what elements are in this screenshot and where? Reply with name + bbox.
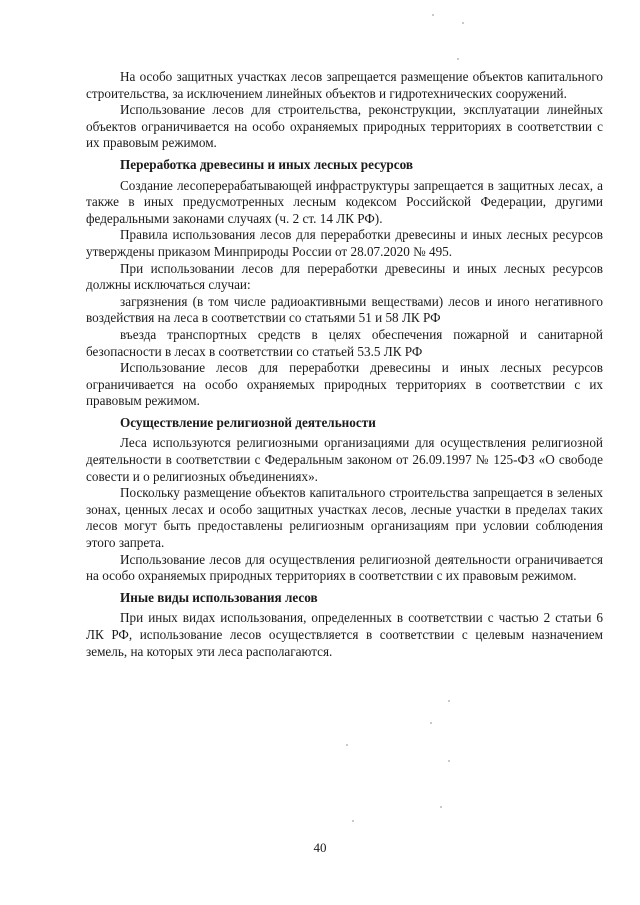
scan-speck xyxy=(457,58,459,60)
scan-speck xyxy=(430,722,432,724)
list-item-vehicle-entry: въезда транспортных средств в целях обеспечения пожарной и санитарной безопасности в лесах в соответствии со статьей 53.5 ЛК РФ xyxy=(86,326,603,359)
section-heading-wood-processing: Переработка древесины и иных лесных ресурсов xyxy=(120,156,413,172)
paragraph-religious-restriction: Использование лесов для осуществления религиозной деятельности ограничивается на особо охраняемых природных территориях в соответствии с их правовым режимом. xyxy=(86,551,603,584)
paragraph-rules-order: Правила использования лесов для переработки древесины и иных лесных ресурсов утверждены приказом Минприроды России от 28.07.2020 № 495. xyxy=(86,227,603,259)
scan-speck xyxy=(432,14,434,16)
section-heading-other-uses: Иные виды использования лесов xyxy=(120,589,318,605)
scan-speck xyxy=(352,820,354,822)
scan-speck xyxy=(448,700,450,702)
section-heading-religious-activity: Осуществление религиозной деятельности xyxy=(120,414,376,430)
scan-speck xyxy=(346,744,348,746)
paragraph-religious-organizations: Леса используются религиозными организациями для осуществления религиозной деятельности в соответствии с Федеральным законом от 26.09.1997 № 125-ФЗ «О свободе совести и о религиозных объединениях». xyxy=(86,435,603,484)
paragraph-special-protective-areas: На особо защитных участках лесов запрещается размещение объектов капитального строительства, за исключением линейных объектов и гидротехнических сооружений. xyxy=(86,69,603,101)
scan-speck xyxy=(440,806,442,808)
paragraph-wood-processing-restriction: Использование лесов для переработки древесины и иных лесных ресурсов ограничивается на особо охраняемых природных территориях в соответствии с их правовым режимом. xyxy=(86,360,603,409)
paragraph-capital-construction-ban: Поскольку размещение объектов капитального строительства запрещается в зеленых зонах, ценных лесах и особо защитных участках лесов, лесные участки в пределах таких лесов могут быть предоставлены религиозным организациям при условии соблюдения этого запрета. xyxy=(86,485,603,551)
scan-speck xyxy=(462,22,464,24)
scan-speck xyxy=(448,760,450,762)
paragraph-excluded-cases-intro: При использовании лесов для переработки древесины и иных лесных ресурсов должны исключаться случаи: xyxy=(86,260,603,293)
list-item-pollution: загрязнения (в том числе радиоактивными веществами) лесов и иного негативного воздействия на леса в соответствии со статьями 51 и 58 ЛК РФ xyxy=(86,293,603,326)
paragraph-other-uses: При иных видах использования, определенных в соответствии с частью 2 статьи 6 ЛК РФ, использование лесов осуществляется в соответствии с целевым назначением земель, на которых эти леса располагаются. xyxy=(86,610,603,659)
paragraph-infrastructure-ban: Создание лесоперерабатывающей инфраструктуры запрещается в защитных лесах, а также в иных предусмотренных лесным кодексом Российской Федерации, другими федеральными законами случаях (ч. 2 ст. 14 ЛК РФ). xyxy=(86,177,603,226)
page-number: 40 xyxy=(313,840,327,855)
document-body xyxy=(86,69,603,660)
paragraph-linear-objects: Использование лесов для строительства, реконструкции, эксплуатации линейных объектов ограничивается на особо охраняемых природных территориях в соответствии с их правовым режимом. xyxy=(86,102,603,151)
